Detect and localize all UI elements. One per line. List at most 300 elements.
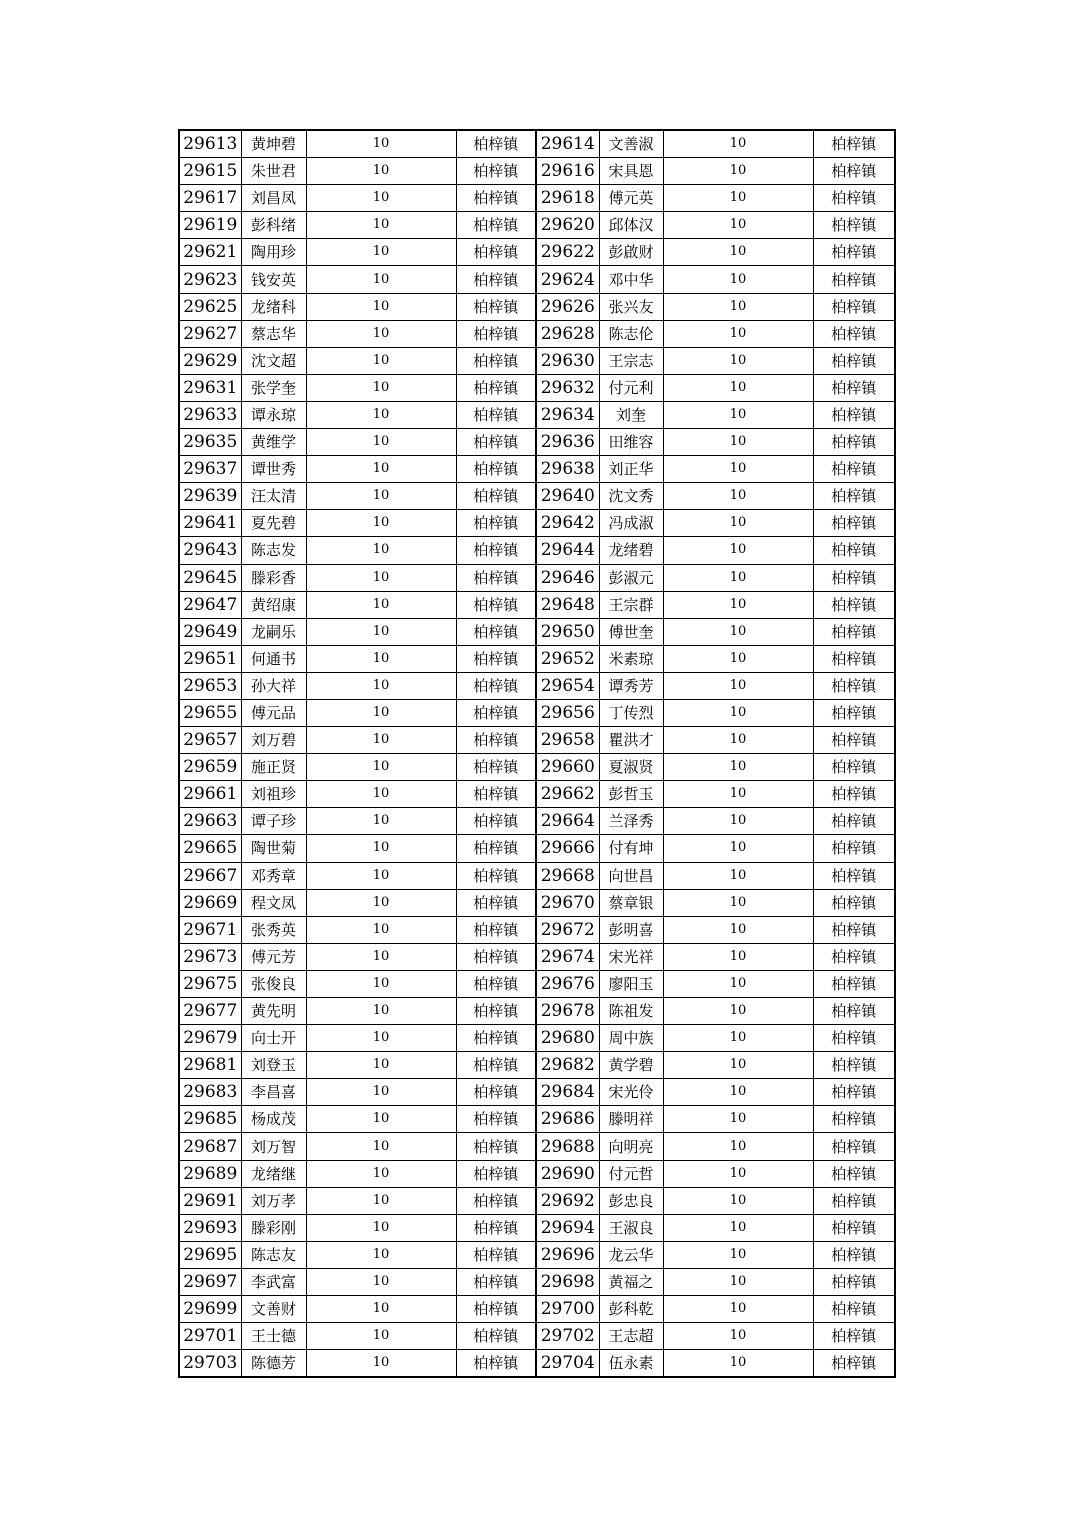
table-row [179,483,895,510]
cell-town: 柏梓镇 [813,1160,895,1187]
cell-town: 柏梓镇 [813,1106,895,1133]
cell-town: 柏梓镇 [456,645,536,672]
cell-town: 柏梓镇 [813,835,895,862]
cell-amount: 10 [663,1079,813,1106]
cell-id: 29629 [179,347,241,374]
cell-town: 柏梓镇 [456,835,536,862]
cell-name: 王志超 [599,1323,663,1350]
cell-town: 柏梓镇 [813,1214,895,1241]
cell-name: 向世昌 [599,862,663,889]
cell-town: 柏梓镇 [813,970,895,997]
cell-name: 付元哲 [599,1160,663,1187]
table-row [179,347,895,374]
cell-name: 丁传烈 [599,699,663,726]
cell-id: 29699 [179,1296,241,1323]
cell-amount: 10 [663,808,813,835]
cell-amount: 10 [663,672,813,699]
cell-name: 陈志伦 [599,320,663,347]
cell-amount: 10 [306,808,456,835]
cell-amount: 10 [306,1241,456,1268]
cell-town: 柏梓镇 [813,672,895,699]
cell-town: 柏梓镇 [813,537,895,564]
cell-town: 柏梓镇 [456,320,536,347]
cell-id: 29647 [179,591,241,618]
cell-name: 宋光伶 [599,1079,663,1106]
cell-name: 田维容 [599,429,663,456]
cell-amount: 10 [306,564,456,591]
cell-name: 刘万碧 [241,727,306,754]
cell-id: 29644 [536,537,599,564]
cell-name: 陈志友 [241,1241,306,1268]
cell-id: 29667 [179,862,241,889]
cell-amount: 10 [663,429,813,456]
cell-id: 29634 [536,401,599,428]
cell-id: 29671 [179,916,241,943]
cell-name: 黄坤碧 [241,130,306,158]
cell-town: 柏梓镇 [813,239,895,266]
table-row [179,645,895,672]
cell-name: 刘奎 [599,401,663,428]
cell-name: 邓中华 [599,266,663,293]
table-row [179,672,895,699]
cell-name: 龙嗣乐 [241,618,306,645]
cell-name: 周中族 [599,1025,663,1052]
cell-id: 29669 [179,889,241,916]
cell-name: 彭科绪 [241,212,306,239]
cell-id: 29653 [179,672,241,699]
cell-amount: 10 [306,1160,456,1187]
cell-id: 29702 [536,1323,599,1350]
cell-amount: 10 [663,1160,813,1187]
cell-id: 29624 [536,266,599,293]
cell-town: 柏梓镇 [813,1241,895,1268]
cell-amount: 10 [663,130,813,158]
cell-id: 29618 [536,185,599,212]
cell-id: 29687 [179,1133,241,1160]
cell-id: 29639 [179,483,241,510]
cell-town: 柏梓镇 [813,1025,895,1052]
cell-name: 彭淑元 [599,564,663,591]
table-row [179,1214,895,1241]
cell-id: 29666 [536,835,599,862]
cell-amount: 10 [663,1187,813,1214]
cell-town: 柏梓镇 [813,1133,895,1160]
table-row [179,212,895,239]
cell-town: 柏梓镇 [456,1052,536,1079]
cell-town: 柏梓镇 [813,564,895,591]
cell-name: 刘登玉 [241,1052,306,1079]
cell-id: 29692 [536,1187,599,1214]
table-row [179,1241,895,1268]
cell-name: 黄先明 [241,998,306,1025]
cell-amount: 10 [306,347,456,374]
cell-amount: 10 [663,1052,813,1079]
cell-id: 29636 [536,429,599,456]
cell-amount: 10 [306,239,456,266]
table-row [179,618,895,645]
table-row [179,537,895,564]
cell-id: 29628 [536,320,599,347]
cell-town: 柏梓镇 [456,1025,536,1052]
cell-town: 柏梓镇 [813,727,895,754]
cell-amount: 10 [306,293,456,320]
cell-name: 何通书 [241,645,306,672]
cell-id: 29690 [536,1160,599,1187]
cell-name: 施正贤 [241,754,306,781]
cell-town: 柏梓镇 [813,1323,895,1350]
table-row [179,1187,895,1214]
cell-name: 文善财 [241,1296,306,1323]
cell-town: 柏梓镇 [813,1079,895,1106]
cell-amount: 10 [663,1133,813,1160]
table-row [179,239,895,266]
cell-name: 刘祖珍 [241,781,306,808]
cell-amount: 10 [663,591,813,618]
cell-name: 杨成茂 [241,1106,306,1133]
cell-town: 柏梓镇 [456,185,536,212]
cell-id: 29651 [179,645,241,672]
cell-amount: 10 [663,1214,813,1241]
cell-amount: 10 [663,320,813,347]
cell-name: 傅元品 [241,699,306,726]
cell-id: 29701 [179,1323,241,1350]
cell-amount: 10 [663,212,813,239]
cell-id: 29622 [536,239,599,266]
cell-amount: 10 [663,483,813,510]
cell-town: 柏梓镇 [456,970,536,997]
cell-id: 29615 [179,158,241,185]
cell-amount: 10 [663,916,813,943]
cell-amount: 10 [663,293,813,320]
cell-name: 谭秀芳 [599,672,663,699]
cell-amount: 10 [306,374,456,401]
cell-amount: 10 [306,862,456,889]
cell-name: 向明亮 [599,1133,663,1160]
table-row [179,1160,895,1187]
cell-town: 柏梓镇 [813,456,895,483]
cell-town: 柏梓镇 [813,916,895,943]
cell-amount: 10 [306,943,456,970]
cell-name: 滕彩香 [241,564,306,591]
cell-id: 29648 [536,591,599,618]
cell-amount: 10 [663,699,813,726]
cell-name: 付有坤 [599,835,663,862]
cell-id: 29661 [179,781,241,808]
cell-name: 王宗群 [599,591,663,618]
cell-name: 程文凤 [241,889,306,916]
cell-amount: 10 [306,998,456,1025]
cell-town: 柏梓镇 [456,672,536,699]
cell-town: 柏梓镇 [456,1323,536,1350]
cell-id: 29691 [179,1187,241,1214]
cell-town: 柏梓镇 [813,374,895,401]
cell-name: 李武富 [241,1268,306,1295]
roster-table [178,129,896,1378]
table-row [179,727,895,754]
cell-id: 29689 [179,1160,241,1187]
cell-name: 夏先碧 [241,510,306,537]
cell-id: 29675 [179,970,241,997]
cell-town: 柏梓镇 [813,130,895,158]
table-row [179,1133,895,1160]
table-row [179,943,895,970]
cell-id: 29630 [536,347,599,374]
cell-name: 朱世君 [241,158,306,185]
cell-id: 29640 [536,483,599,510]
cell-name: 黄学碧 [599,1052,663,1079]
table-row [179,699,895,726]
cell-amount: 10 [306,320,456,347]
cell-town: 柏梓镇 [813,1187,895,1214]
table-row [179,1323,895,1350]
cell-town: 柏梓镇 [813,266,895,293]
cell-town: 柏梓镇 [456,293,536,320]
cell-town: 柏梓镇 [456,158,536,185]
cell-amount: 10 [663,754,813,781]
cell-town: 柏梓镇 [813,781,895,808]
cell-id: 29677 [179,998,241,1025]
cell-name: 彭明喜 [599,916,663,943]
cell-amount: 10 [306,645,456,672]
cell-amount: 10 [306,1296,456,1323]
cell-town: 柏梓镇 [813,1296,895,1323]
table-row [179,564,895,591]
cell-name: 彭忠良 [599,1187,663,1214]
table-row [179,293,895,320]
cell-town: 柏梓镇 [456,618,536,645]
cell-town: 柏梓镇 [813,483,895,510]
table-row [179,401,895,428]
cell-town: 柏梓镇 [813,158,895,185]
cell-amount: 10 [663,1106,813,1133]
cell-amount: 10 [306,1350,456,1378]
cell-town: 柏梓镇 [456,727,536,754]
table-row [179,862,895,889]
cell-name: 宋光祥 [599,943,663,970]
cell-amount: 10 [306,1106,456,1133]
table-row [179,591,895,618]
cell-name: 陶用珍 [241,239,306,266]
cell-name: 傅元英 [599,185,663,212]
table-row [179,1052,895,1079]
cell-id: 29625 [179,293,241,320]
cell-name: 王士德 [241,1323,306,1350]
cell-amount: 10 [663,1350,813,1378]
cell-id: 29700 [536,1296,599,1323]
cell-id: 29697 [179,1268,241,1295]
cell-town: 柏梓镇 [456,1241,536,1268]
table-row [179,1296,895,1323]
cell-amount: 10 [306,1323,456,1350]
cell-name: 李昌喜 [241,1079,306,1106]
cell-town: 柏梓镇 [456,429,536,456]
cell-town: 柏梓镇 [456,374,536,401]
cell-amount: 10 [306,483,456,510]
cell-amount: 10 [306,429,456,456]
cell-id: 29664 [536,808,599,835]
table-row [179,266,895,293]
table-row [179,889,895,916]
cell-id: 29704 [536,1350,599,1378]
cell-id: 29703 [179,1350,241,1378]
cell-name: 沈文超 [241,347,306,374]
cell-id: 29663 [179,808,241,835]
cell-id: 29673 [179,943,241,970]
cell-id: 29682 [536,1052,599,1079]
cell-id: 29633 [179,401,241,428]
cell-name: 陈祖发 [599,998,663,1025]
cell-amount: 10 [663,618,813,645]
cell-id: 29627 [179,320,241,347]
cell-id: 29616 [536,158,599,185]
cell-amount: 10 [663,185,813,212]
cell-amount: 10 [306,916,456,943]
cell-id: 29645 [179,564,241,591]
cell-name: 黄维学 [241,429,306,456]
cell-name: 龙云华 [599,1241,663,1268]
cell-id: 29637 [179,456,241,483]
cell-amount: 10 [663,537,813,564]
cell-amount: 10 [306,537,456,564]
cell-town: 柏梓镇 [456,943,536,970]
table-row [179,998,895,1025]
cell-name: 钱安英 [241,266,306,293]
cell-amount: 10 [663,1323,813,1350]
cell-town: 柏梓镇 [813,347,895,374]
cell-amount: 10 [663,943,813,970]
cell-amount: 10 [663,374,813,401]
cell-name: 傅世奎 [599,618,663,645]
cell-town: 柏梓镇 [813,185,895,212]
cell-amount: 10 [663,158,813,185]
table-row [179,835,895,862]
cell-name: 张俊良 [241,970,306,997]
cell-name: 蔡章银 [599,889,663,916]
cell-id: 29674 [536,943,599,970]
cell-name: 付元利 [599,374,663,401]
cell-name: 龙绪科 [241,293,306,320]
cell-town: 柏梓镇 [456,266,536,293]
cell-town: 柏梓镇 [813,862,895,889]
cell-amount: 10 [306,212,456,239]
cell-id: 29613 [179,130,241,158]
cell-town: 柏梓镇 [456,754,536,781]
cell-town: 柏梓镇 [456,916,536,943]
cell-name: 彭哲玉 [599,781,663,808]
cell-id: 29641 [179,510,241,537]
cell-amount: 10 [306,618,456,645]
roster-body [179,130,895,1377]
cell-name: 谭世秀 [241,456,306,483]
cell-name: 邓秀章 [241,862,306,889]
table-row [179,158,895,185]
table-row [179,1106,895,1133]
cell-town: 柏梓镇 [456,130,536,158]
cell-name: 王淑良 [599,1214,663,1241]
cell-name: 伍永素 [599,1350,663,1378]
cell-id: 29678 [536,998,599,1025]
cell-id: 29672 [536,916,599,943]
table-row [179,754,895,781]
cell-town: 柏梓镇 [813,699,895,726]
cell-id: 29626 [536,293,599,320]
cell-name: 龙绪继 [241,1160,306,1187]
cell-amount: 10 [306,727,456,754]
cell-name: 滕彩刚 [241,1214,306,1241]
cell-id: 29656 [536,699,599,726]
cell-amount: 10 [306,456,456,483]
cell-amount: 10 [663,510,813,537]
cell-id: 29680 [536,1025,599,1052]
cell-name: 刘万孝 [241,1187,306,1214]
cell-name: 龙绪碧 [599,537,663,564]
cell-town: 柏梓镇 [813,645,895,672]
cell-town: 柏梓镇 [456,808,536,835]
cell-amount: 10 [306,1214,456,1241]
cell-id: 29668 [536,862,599,889]
cell-town: 柏梓镇 [813,429,895,456]
cell-amount: 10 [663,970,813,997]
cell-id: 29670 [536,889,599,916]
cell-name: 廖阳玉 [599,970,663,997]
table-row [179,1079,895,1106]
cell-town: 柏梓镇 [813,212,895,239]
cell-town: 柏梓镇 [456,1268,536,1295]
cell-name: 米素琼 [599,645,663,672]
cell-amount: 10 [306,185,456,212]
cell-town: 柏梓镇 [456,510,536,537]
cell-id: 29694 [536,1214,599,1241]
cell-id: 29619 [179,212,241,239]
cell-id: 29662 [536,781,599,808]
cell-town: 柏梓镇 [813,808,895,835]
cell-amount: 10 [306,1052,456,1079]
cell-town: 柏梓镇 [813,293,895,320]
cell-id: 29688 [536,1133,599,1160]
table-row [179,429,895,456]
cell-town: 柏梓镇 [456,483,536,510]
cell-name: 张兴友 [599,293,663,320]
table-row [179,970,895,997]
cell-town: 柏梓镇 [456,1296,536,1323]
cell-town: 柏梓镇 [456,1079,536,1106]
cell-amount: 10 [663,835,813,862]
cell-amount: 10 [306,835,456,862]
cell-name: 瞿洪才 [599,727,663,754]
cell-id: 29649 [179,618,241,645]
cell-name: 黄绍康 [241,591,306,618]
cell-town: 柏梓镇 [456,1187,536,1214]
cell-town: 柏梓镇 [813,998,895,1025]
cell-id: 29681 [179,1052,241,1079]
cell-id: 29685 [179,1106,241,1133]
cell-amount: 10 [306,970,456,997]
cell-id: 29617 [179,185,241,212]
cell-town: 柏梓镇 [456,1160,536,1187]
table-row [179,510,895,537]
cell-id: 29654 [536,672,599,699]
cell-amount: 10 [663,1296,813,1323]
cell-name: 陶世菊 [241,835,306,862]
cell-id: 29646 [536,564,599,591]
cell-name: 王宗志 [599,347,663,374]
cell-id: 29632 [536,374,599,401]
cell-town: 柏梓镇 [813,618,895,645]
cell-town: 柏梓镇 [456,781,536,808]
cell-id: 29693 [179,1214,241,1241]
cell-name: 冯成淑 [599,510,663,537]
cell-town: 柏梓镇 [813,943,895,970]
